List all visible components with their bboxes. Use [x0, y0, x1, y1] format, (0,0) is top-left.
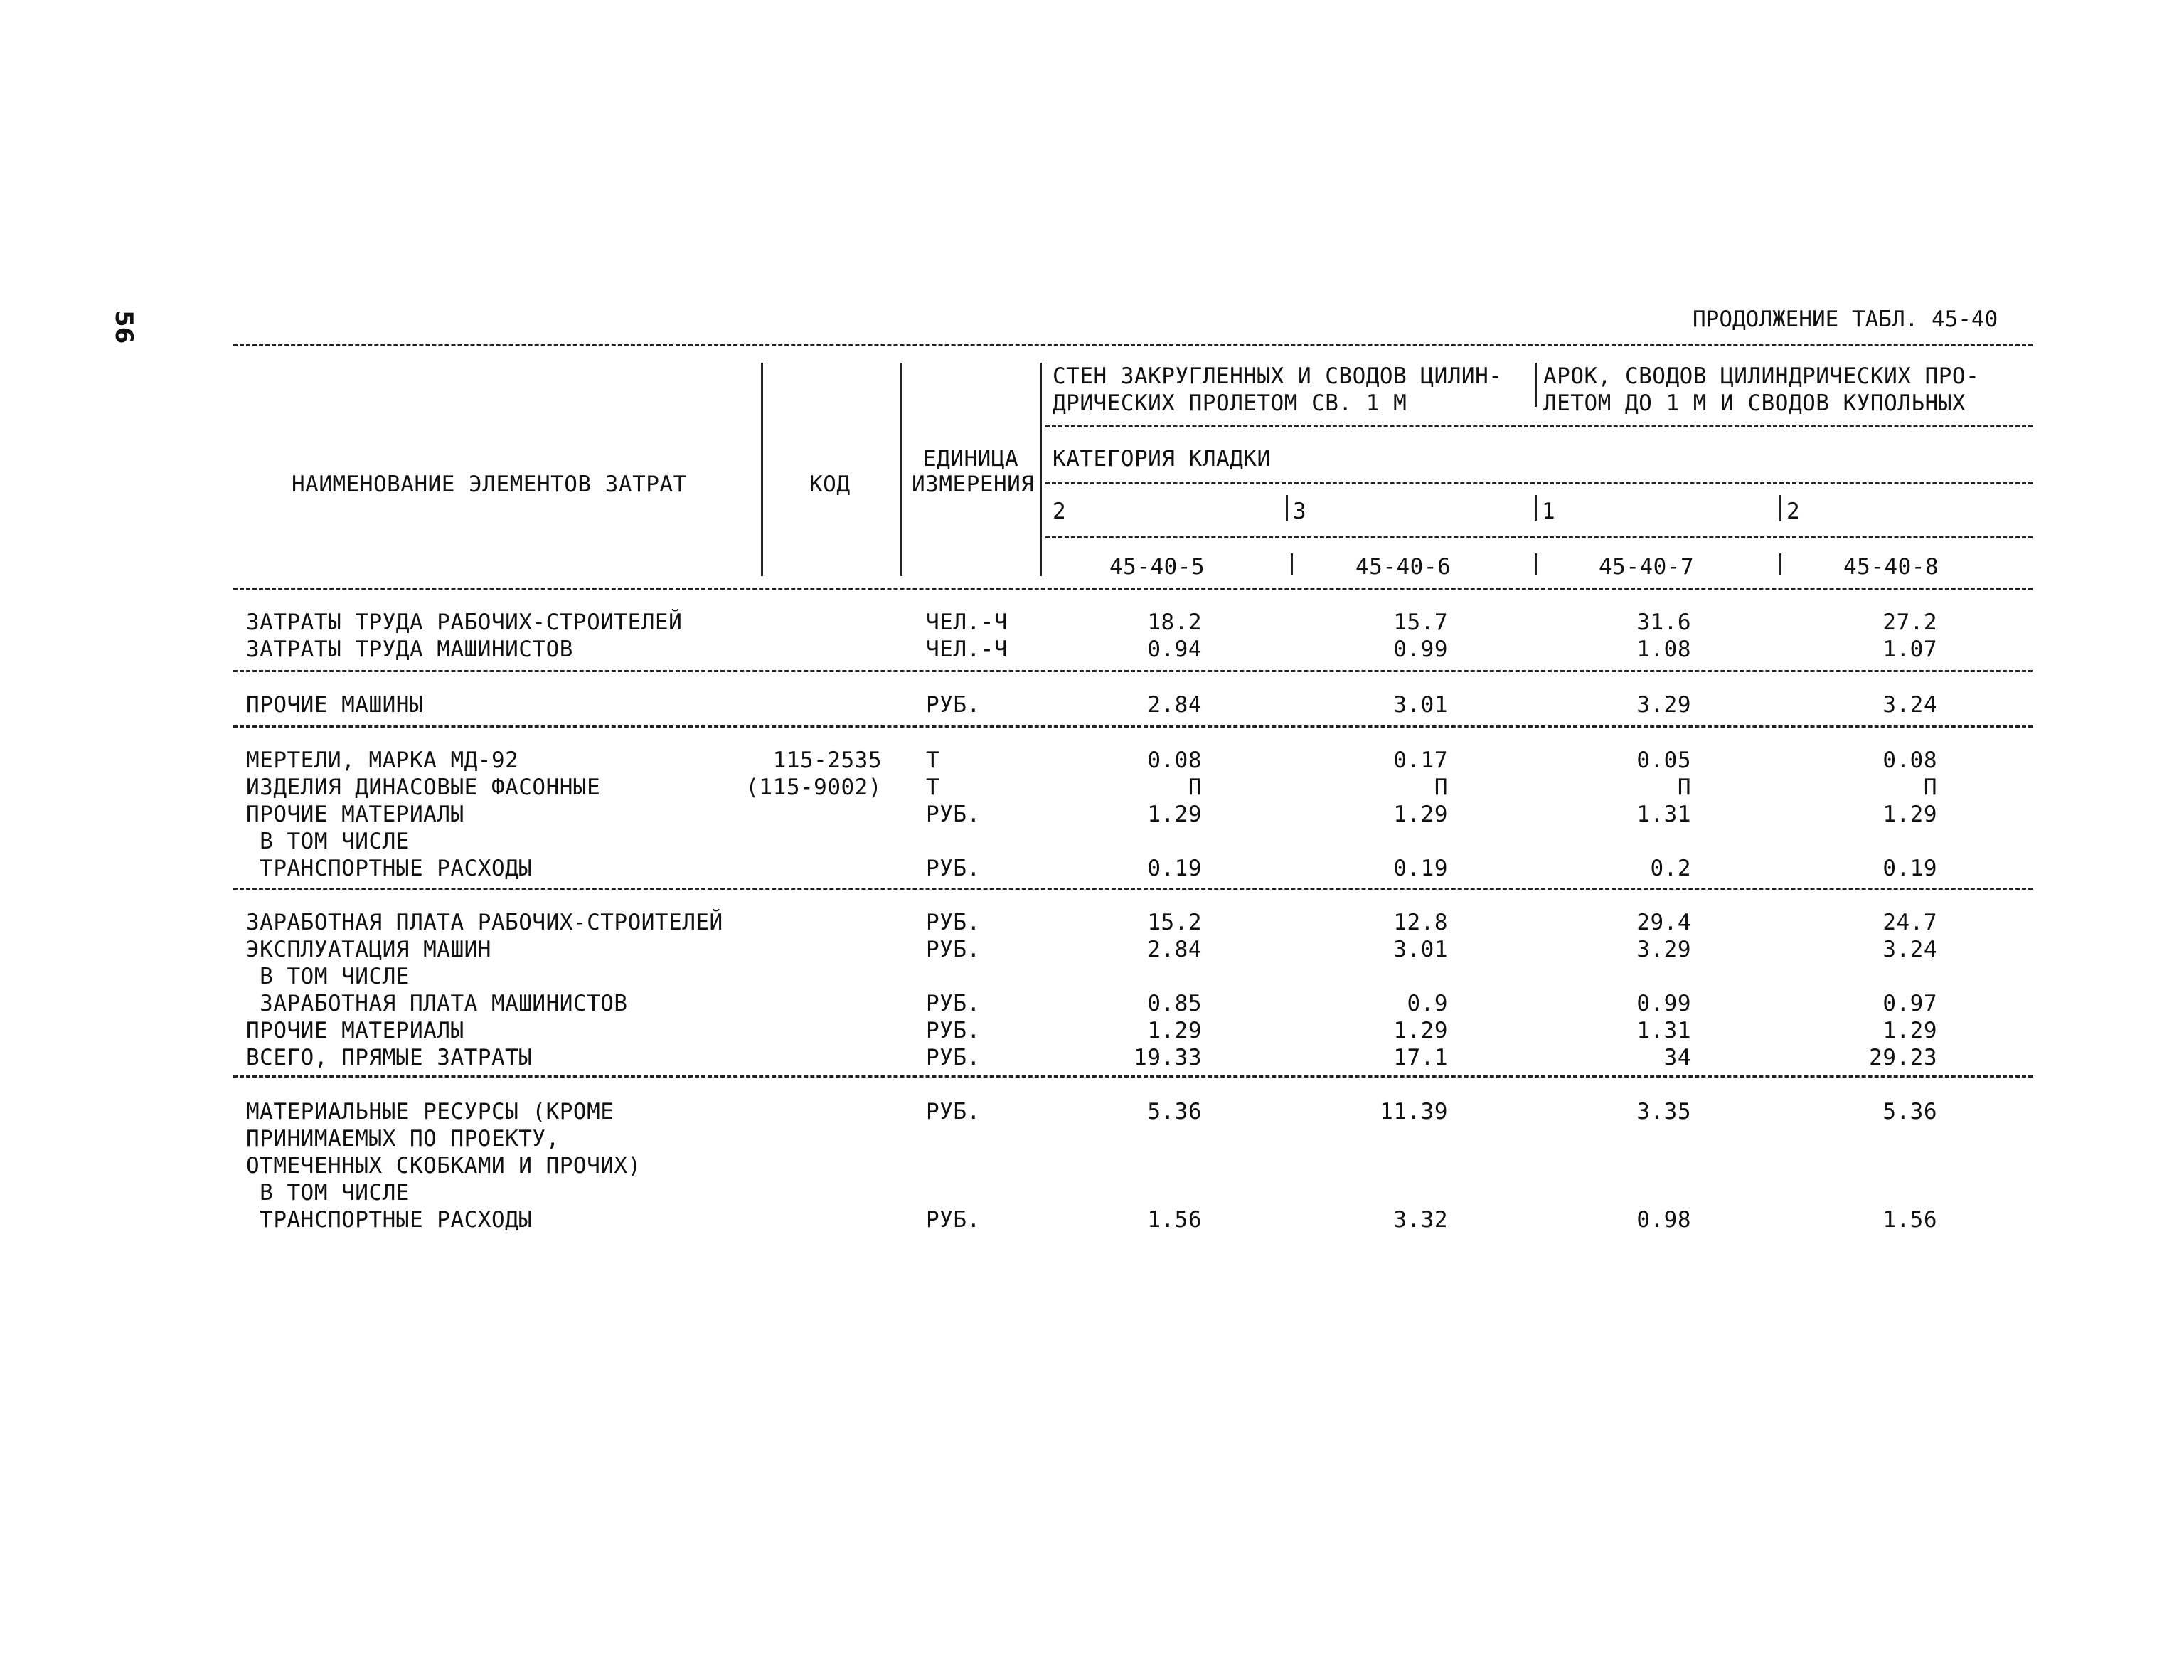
row-value-4: 3.24 — [1882, 692, 1937, 718]
row-value-2: 0.17 — [1393, 748, 1448, 773]
code-2: 45-40-6 — [1355, 554, 1451, 580]
row-code: (115-9002) — [745, 775, 882, 800]
row-value-4: П — [1923, 775, 1937, 800]
code-4: 45-40-8 — [1843, 554, 1939, 580]
row-name: ПРОЧИЕ МАТЕРИАЛЫ — [246, 1018, 464, 1043]
row-unit: РУБ. — [926, 802, 981, 827]
row-value-2: 12.8 — [1393, 910, 1448, 935]
row-name: В ТОМ ЧИСЛЕ — [246, 1180, 410, 1206]
rule-section-2 — [233, 725, 2033, 728]
row-unit: РУБ. — [926, 1018, 981, 1043]
top-rule — [233, 344, 2033, 346]
header-rule-3 — [1045, 536, 2033, 538]
row-value-2: 11.39 — [1380, 1099, 1448, 1125]
row-value-4: 0.19 — [1882, 856, 1937, 881]
row-unit: ЧЕЛ.-Ч — [926, 637, 1008, 662]
header-rule-2 — [1045, 482, 2033, 484]
row-value-2: 0.19 — [1393, 856, 1448, 881]
row-name: ОТМЕЧЕННЫХ СКОБКАМИ И ПРОЧИХ) — [246, 1153, 641, 1179]
header-code: КОД — [809, 472, 851, 497]
row-value-1: 0.85 — [1147, 991, 1202, 1016]
row-unit: Т — [926, 775, 940, 800]
row-value-1: 0.94 — [1147, 637, 1202, 662]
group-a-line-1: СТЕН ЗАКРУГЛЕННЫХ И СВОДОВ ЦИЛИН- — [1053, 363, 1503, 389]
row-name: ТРАНСПОРТНЫЕ РАСХОДЫ — [246, 856, 533, 881]
row-value-1: 0.08 — [1147, 748, 1202, 773]
group-b-line-2: ЛЕТОМ ДО 1 М И СВОДОВ КУПОЛЬНЫХ — [1543, 390, 1966, 416]
row-value-1: 2.84 — [1147, 692, 1202, 718]
row-value-2: 1.29 — [1393, 802, 1448, 827]
row-name: ПРОЧИЕ МАТЕРИАЛЫ — [246, 802, 464, 827]
row-name: ЭКСПЛУАТАЦИЯ МАШИН — [246, 937, 491, 962]
row-value-3: 1.31 — [1636, 1018, 1691, 1043]
category-4: 2 — [1786, 499, 1801, 524]
row-unit: РУБ. — [926, 937, 981, 962]
row-value-3: 3.29 — [1636, 692, 1691, 718]
rule-section-4 — [233, 1075, 2033, 1078]
category-3: 1 — [1542, 499, 1556, 524]
page-number: 56 — [110, 310, 138, 344]
category-1: 2 — [1053, 499, 1067, 524]
row-name: ЗАРАБОТНАЯ ПЛАТА МАШИНИСТОВ — [246, 991, 628, 1016]
row-value-3: 3.35 — [1636, 1099, 1691, 1125]
continuation-title: ПРОДОЛЖЕНИЕ ТАБЛ. 45-40 — [1693, 307, 1998, 332]
header-rule-1 — [1045, 425, 2033, 427]
row-unit: РУБ. — [926, 910, 981, 935]
code-divider-1 — [1291, 553, 1293, 575]
row-value-4: 1.29 — [1882, 1018, 1937, 1043]
row-name: ЗАРАБОТНАЯ ПЛАТА РАБОЧИХ-СТРОИТЕЛЕЙ — [246, 910, 723, 935]
row-unit: РУБ. — [926, 991, 981, 1016]
row-value-2: 1.29 — [1393, 1018, 1448, 1043]
row-value-3: 0.98 — [1636, 1207, 1691, 1233]
cat-divider-2 — [1535, 495, 1537, 521]
code-1: 45-40-5 — [1109, 554, 1205, 580]
cat-divider-3 — [1779, 495, 1781, 521]
row-value-3: 3.29 — [1636, 937, 1691, 962]
row-value-2: 3.01 — [1393, 692, 1448, 718]
header-divider-1 — [761, 363, 763, 576]
cat-divider-1 — [1286, 495, 1288, 521]
row-value-3: 0.2 — [1650, 856, 1691, 881]
row-unit: Т — [926, 748, 940, 773]
row-unit: РУБ. — [926, 1099, 981, 1125]
header-divider-3 — [1040, 363, 1042, 576]
row-name: ЗАТРАТЫ ТРУДА РАБОЧИХ-СТРОИТЕЛЕЙ — [246, 610, 683, 635]
row-value-4: 1.07 — [1882, 637, 1937, 662]
header-unit-1: ЕДИНИЦА — [923, 446, 1019, 472]
row-value-4: 1.56 — [1882, 1207, 1937, 1233]
group-a-line-2: ДРИЧЕСКИХ ПРОЛЕТОМ СВ. 1 М — [1053, 390, 1407, 416]
row-value-4: 27.2 — [1882, 610, 1937, 635]
row-name: ПРОЧИЕ МАШИНЫ — [246, 692, 424, 718]
row-value-1: 2.84 — [1147, 937, 1202, 962]
row-name: ЗАТРАТЫ ТРУДА МАШИНИСТОВ — [246, 637, 573, 662]
row-value-3: 31.6 — [1636, 610, 1691, 635]
row-value-1: 18.2 — [1147, 610, 1202, 635]
row-value-4: 1.29 — [1882, 802, 1937, 827]
rule-section-3 — [233, 888, 2033, 890]
header-name: НАИМЕНОВАНИЕ ЭЛЕМЕНТОВ ЗАТРАТ — [292, 472, 687, 497]
row-value-1: 1.29 — [1147, 802, 1202, 827]
row-value-3: 0.05 — [1636, 748, 1691, 773]
row-value-4: 29.23 — [1869, 1045, 1937, 1070]
category-2: 3 — [1293, 499, 1307, 524]
rule-section-1 — [233, 670, 2033, 672]
row-value-4: 24.7 — [1882, 910, 1937, 935]
row-value-1: 0.19 — [1147, 856, 1202, 881]
group-b-line-1: АРОК, СВОДОВ ЦИЛИНДРИЧЕСКИХ ПРО- — [1543, 363, 1980, 389]
row-value-1: 19.33 — [1134, 1045, 1202, 1070]
row-unit: РУБ. — [926, 692, 981, 718]
row-value-2: 3.01 — [1393, 937, 1448, 962]
row-name: ПРИНИМАЕМЫХ ПО ПРОЕКТУ, — [246, 1126, 560, 1152]
row-value-2: 0.99 — [1393, 637, 1448, 662]
row-name: В ТОМ ЧИСЛЕ — [246, 829, 410, 854]
row-unit: ЧЕЛ.-Ч — [926, 610, 1008, 635]
row-value-3: 34 — [1663, 1045, 1691, 1070]
group-divider — [1535, 363, 1537, 407]
row-value-4: 5.36 — [1882, 1099, 1937, 1125]
row-value-2: 3.32 — [1393, 1207, 1448, 1233]
code-divider-2 — [1535, 553, 1537, 575]
row-value-2: 15.7 — [1393, 610, 1448, 635]
row-name: ТРАНСПОРТНЫЕ РАСХОДЫ — [246, 1207, 533, 1233]
row-value-1: 1.56 — [1147, 1207, 1202, 1233]
category-label: КАТЕГОРИЯ КЛАДКИ — [1053, 446, 1271, 472]
row-name: ВСЕГО, ПРЯМЫЕ ЗАТРАТЫ — [246, 1045, 533, 1070]
row-value-3: 1.31 — [1636, 802, 1691, 827]
row-name: МЕРТЕЛИ, МАРКА МД-92 — [246, 748, 519, 773]
row-value-3: 29.4 — [1636, 910, 1691, 935]
code-divider-3 — [1779, 553, 1781, 575]
row-value-2: 17.1 — [1393, 1045, 1448, 1070]
row-value-4: 0.08 — [1882, 748, 1937, 773]
header-divider-2 — [900, 363, 902, 576]
code-3: 45-40-7 — [1599, 554, 1695, 580]
row-value-2: П — [1434, 775, 1448, 800]
rule-header-bottom — [233, 588, 2033, 590]
row-code: 115-2535 — [772, 748, 882, 773]
row-unit: РУБ. — [926, 856, 981, 881]
row-value-3: П — [1677, 775, 1691, 800]
row-unit: РУБ. — [926, 1207, 981, 1233]
row-unit: РУБ. — [926, 1045, 981, 1070]
row-name: ИЗДЕЛИЯ ДИНАСОВЫЕ ФАСОННЫЕ — [246, 775, 601, 800]
row-name: В ТОМ ЧИСЛЕ — [246, 964, 410, 989]
row-value-1: 5.36 — [1147, 1099, 1202, 1125]
row-value-2: 0.9 — [1407, 991, 1448, 1016]
header-unit-2: ИЗМЕРЕНИЯ — [912, 472, 1035, 497]
row-value-4: 0.97 — [1882, 991, 1937, 1016]
row-value-1: П — [1188, 775, 1202, 800]
row-value-1: 1.29 — [1147, 1018, 1202, 1043]
row-value-3: 1.08 — [1636, 637, 1691, 662]
row-name: МАТЕРИАЛЬНЫЕ РЕСУРСЫ (КРОМЕ — [246, 1099, 614, 1125]
row-value-3: 0.99 — [1636, 991, 1691, 1016]
row-value-4: 3.24 — [1882, 937, 1937, 962]
row-value-1: 15.2 — [1147, 910, 1202, 935]
